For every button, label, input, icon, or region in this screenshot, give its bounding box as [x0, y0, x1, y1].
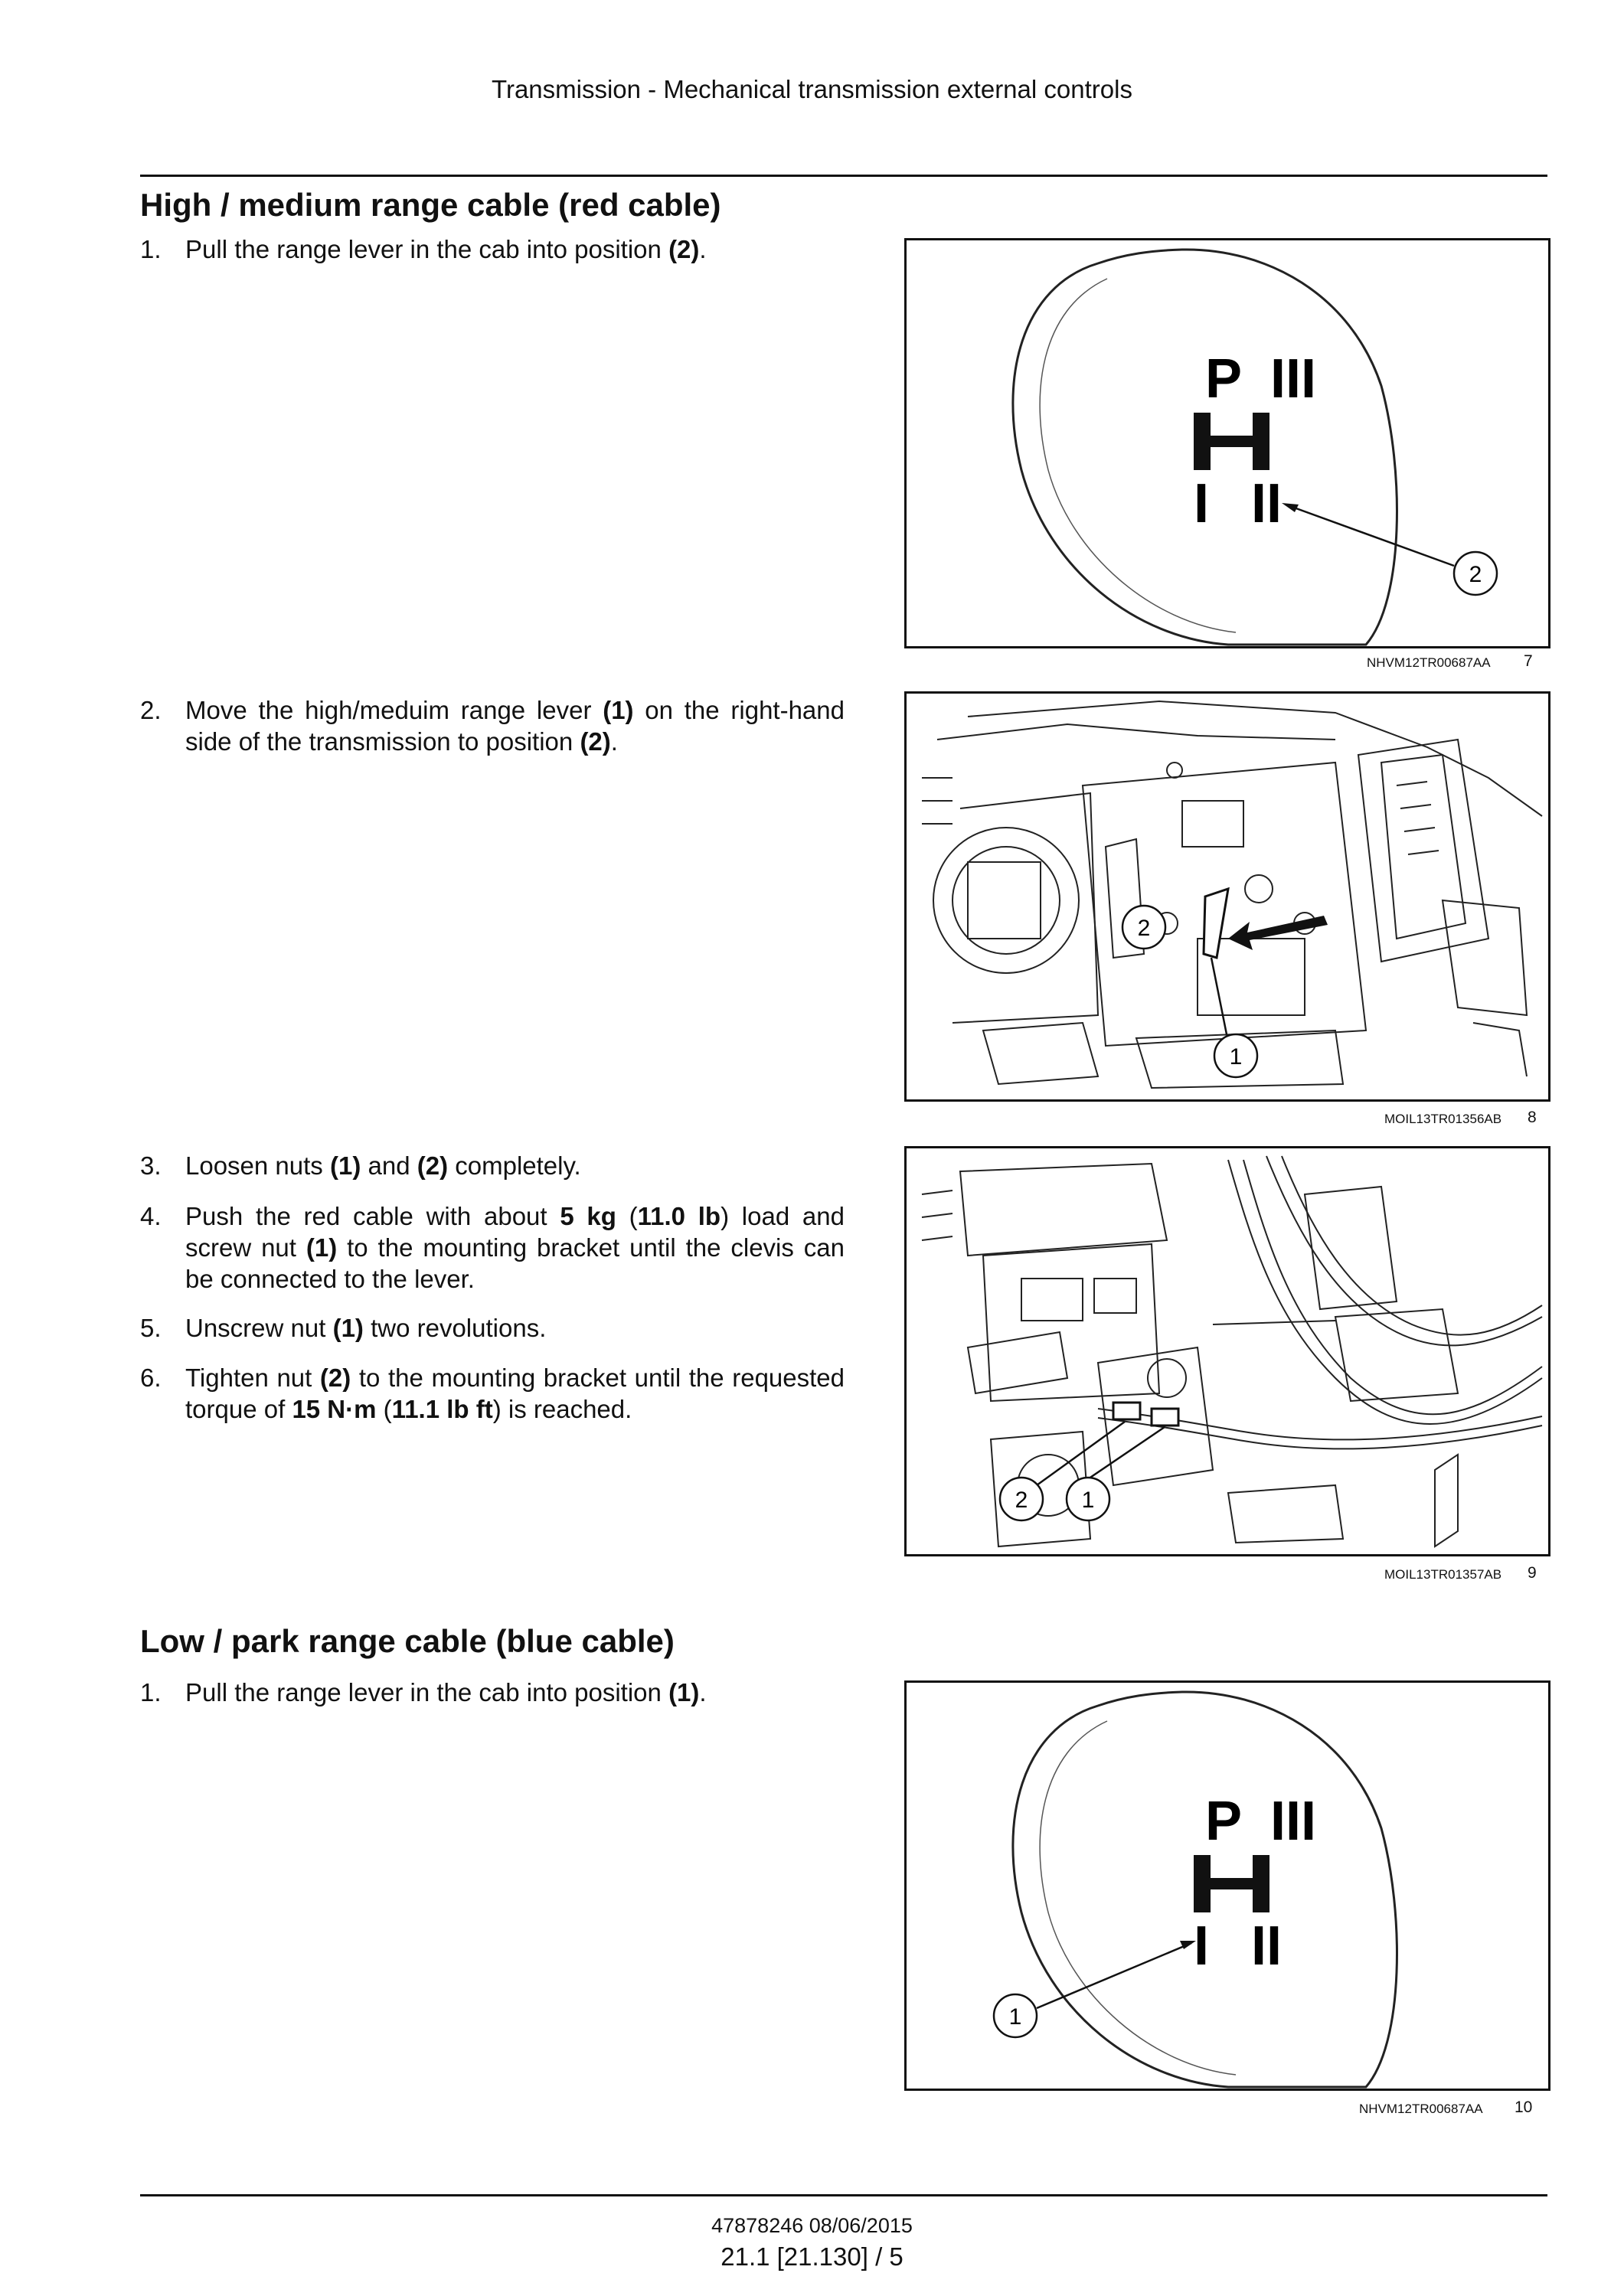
section-heading-low-park: Low / park range cable (blue cable)	[140, 1623, 675, 1659]
knob-label-i: I	[1194, 1916, 1210, 1977]
step-3-high-medium	[140, 1150, 845, 1181]
callout-2-label: 2	[1015, 1488, 1028, 1513]
callout-leader-line	[1211, 958, 1227, 1034]
knob-label-p: P	[1205, 1791, 1243, 1852]
footer-doc-id: 47878246 08/06/2015	[711, 2214, 913, 2237]
callout-arrowhead	[1282, 503, 1299, 512]
figure-8-number: 8	[1528, 1109, 1537, 1126]
nut-1-shape	[1152, 1409, 1178, 1426]
callout-leader-line-1	[1079, 1427, 1165, 1485]
figure-10-range-lever-knob	[904, 1680, 1550, 2091]
step-text: Pull the range lever in the cab into position (1).	[185, 1678, 707, 1706]
step-1-low-park	[140, 1677, 845, 1708]
knob-label-ii: II	[1251, 473, 1283, 534]
step-text: Move the high/meduim range lever (1) on the right-hand side of the transmission to position (2).	[185, 696, 845, 756]
step-1-high-medium	[140, 234, 845, 265]
step-number: 3.	[140, 1151, 162, 1180]
step-number: 6.	[140, 1364, 162, 1392]
transmission-lever-illustration	[907, 694, 1548, 1099]
callout-1-label: 1	[1008, 2004, 1022, 2030]
step-text: Tighten nut (2) to the mounting bracket until the requested torque of 15 N·m (11.1 lb ft) is reached.	[185, 1364, 845, 1423]
knob-label-ii: II	[1251, 1916, 1283, 1977]
footer-rule	[140, 2194, 1547, 2196]
step-number: 4.	[140, 1202, 162, 1230]
range-lever-shape	[1204, 889, 1228, 958]
range-lever-knob-illustration	[907, 240, 1548, 646]
nut-2-shape	[1113, 1403, 1140, 1419]
direction-arrow-icon	[1228, 916, 1328, 950]
figure-9-ref: MOIL13TR01357AB	[1384, 1567, 1502, 1582]
callout-leader-line	[1037, 1943, 1191, 2008]
step-text: Loosen nuts (1) and (2) completely.	[185, 1151, 581, 1180]
figure-8-ref: MOIL13TR01356AB	[1384, 1112, 1502, 1126]
callout-leader-line	[1286, 505, 1454, 566]
figure-10-number: 10	[1515, 2098, 1533, 2116]
range-lever-knob-illustration	[907, 1683, 1548, 2089]
figure-9-cable-nuts	[904, 1146, 1550, 1556]
shift-gate-h-icon	[1194, 1855, 1269, 1912]
step-5-high-medium	[140, 1312, 845, 1344]
knob-label-p: P	[1205, 348, 1243, 410]
section-heading-high-medium: High / medium range cable (red cable)	[140, 187, 721, 223]
step-text: Push the red cable with about 5 kg (11.0 lb) load and screw nut (1) to the mounting bracket until the clevis can be connected to the lever.	[185, 1202, 845, 1293]
step-4-high-medium	[140, 1200, 845, 1295]
step-number: 1.	[140, 1678, 162, 1706]
step-6-high-medium	[140, 1362, 845, 1425]
figure-10-ref: NHVM12TR00687AA	[1359, 2102, 1483, 2116]
step-number: 2.	[140, 696, 162, 724]
callout-1-label: 1	[1081, 1488, 1095, 1513]
shift-gate-h-icon	[1194, 413, 1269, 470]
figure-8-high-medium-lever	[904, 691, 1550, 1102]
knob-label-iii: III	[1270, 348, 1317, 410]
step-text: Pull the range lever in the cab into position (2).	[185, 235, 707, 263]
step-2-high-medium	[140, 694, 845, 757]
step-number: 5.	[140, 1314, 162, 1342]
figure-7-number: 7	[1524, 652, 1533, 670]
callout-2-label: 2	[1137, 916, 1151, 941]
knob-label-i: I	[1194, 473, 1210, 534]
figure-7-ref: NHVM12TR00687AA	[1367, 655, 1491, 670]
knob-label-iii: III	[1270, 1791, 1317, 1852]
step-text: Unscrew nut (1) two revolutions.	[185, 1314, 547, 1342]
cable-nuts-illustration	[907, 1148, 1548, 1554]
figure-9-number: 9	[1528, 1564, 1537, 1582]
footer-page-ref: 21.1 [21.130] / 5	[721, 2242, 903, 2271]
figure-7-range-lever-knob	[904, 238, 1550, 648]
callout-2-label: 2	[1469, 562, 1482, 587]
callout-1-label: 1	[1229, 1044, 1243, 1070]
step-number: 1.	[140, 235, 162, 263]
header-rule	[140, 175, 1547, 177]
running-header: Transmission - Mechanical transmission external controls	[492, 75, 1132, 103]
